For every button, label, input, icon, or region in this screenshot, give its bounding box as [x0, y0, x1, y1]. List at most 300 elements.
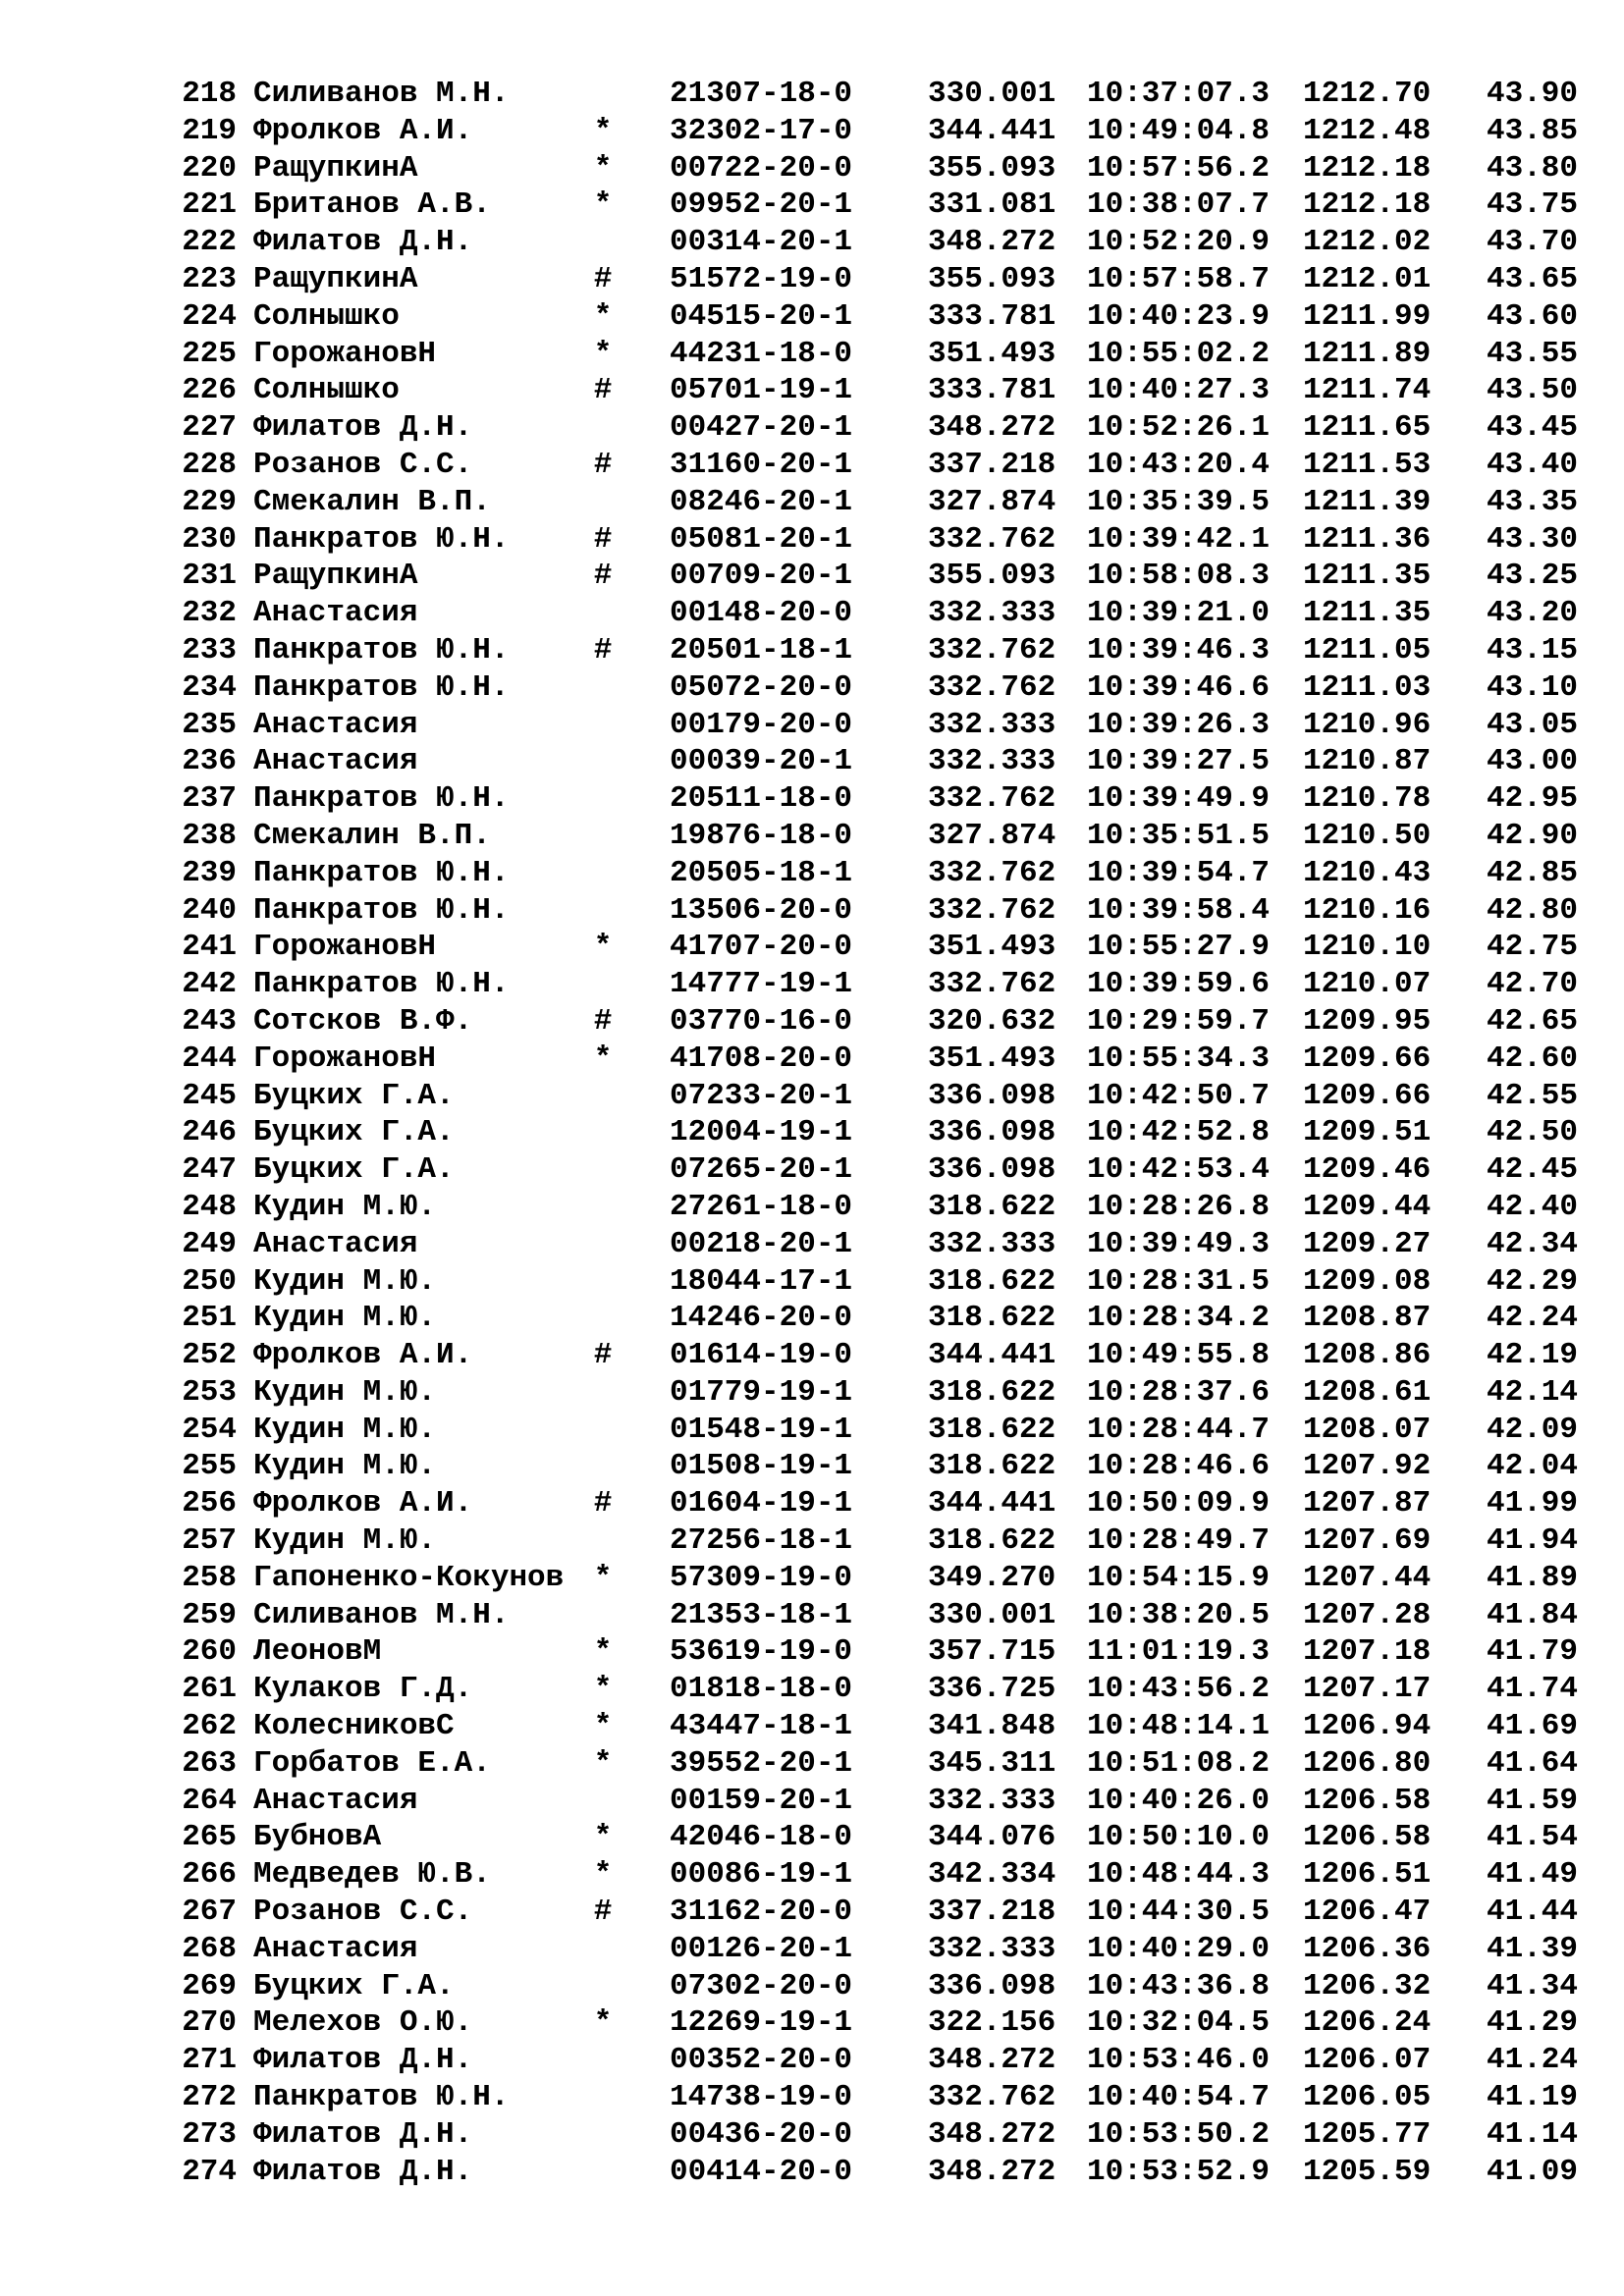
- arrival-time: 10:39:21.0: [1087, 596, 1271, 631]
- fancier-name: Розанов С.С.: [253, 1895, 473, 1930]
- score-value: 41.39: [1487, 1931, 1579, 1966]
- place-number: 262: [182, 1709, 237, 1744]
- place-number: 259: [182, 1597, 237, 1632]
- result-row: [0, 298, 1624, 336]
- speed-value: 1206.47: [1303, 1895, 1432, 1930]
- speed-value: 1207.28: [1303, 1597, 1432, 1632]
- speed-value: 1207.92: [1303, 1449, 1432, 1484]
- fancier-name: Сотсков В.Ф.: [253, 1003, 473, 1039]
- arrival-time: 10:37:07.3: [1087, 77, 1271, 111]
- speed-value: 1206.36: [1303, 1931, 1432, 1966]
- fancier-name: Панкратов Ю.Н.: [253, 967, 510, 1002]
- fancier-name: Кудин М.Ю.: [253, 1301, 437, 1336]
- ring-number: 01614-19-0: [670, 1338, 853, 1373]
- score-value: 41.59: [1487, 1783, 1579, 1818]
- distance-km: 332.762: [928, 521, 1056, 557]
- place-number: 253: [182, 1374, 237, 1410]
- fancier-name: Фролков А.И.: [253, 113, 473, 148]
- fancier-name: Розанов С.С.: [253, 447, 473, 482]
- arrival-time: 10:53:50.2: [1087, 2116, 1271, 2152]
- speed-value: 1212.48: [1303, 113, 1432, 148]
- result-row: [0, 2154, 1624, 2191]
- speed-value: 1207.17: [1303, 1672, 1432, 1707]
- score-value: 43.35: [1487, 484, 1579, 519]
- speed-value: 1211.05: [1303, 632, 1432, 667]
- place-number: 224: [182, 298, 237, 334]
- score-value: 43.15: [1487, 632, 1579, 667]
- ring-number: 00709-20-1: [670, 559, 853, 594]
- speed-value: 1212.18: [1303, 150, 1432, 186]
- distance-km: 318.622: [928, 1412, 1056, 1447]
- result-row: [0, 447, 1624, 484]
- result-row: [0, 1708, 1624, 1745]
- place-number: 221: [182, 187, 237, 223]
- result-row: [0, 818, 1624, 855]
- fancier-name: РащупкинА: [253, 559, 418, 594]
- fancier-name: Солнышко: [253, 373, 400, 408]
- score-value: 42.14: [1487, 1374, 1579, 1410]
- arrival-time: 10:40:27.3: [1087, 373, 1271, 408]
- place-number: 255: [182, 1449, 237, 1484]
- distance-km: 332.333: [928, 744, 1056, 779]
- ring-number: 08246-20-1: [670, 484, 853, 519]
- entry-mark: #: [593, 1003, 613, 1039]
- result-row: [0, 1412, 1624, 1449]
- fancier-name: Буцких Г.А.: [253, 1152, 455, 1188]
- result-row: [0, 1968, 1624, 2005]
- score-value: 42.85: [1487, 855, 1579, 890]
- distance-km: 330.001: [928, 77, 1056, 111]
- fancier-name: Кудин М.Ю.: [253, 1374, 437, 1410]
- distance-km: 322.156: [928, 2005, 1056, 2041]
- distance-km: 355.093: [928, 559, 1056, 594]
- score-value: 43.85: [1487, 113, 1579, 148]
- entry-mark: #: [593, 559, 613, 594]
- distance-km: 327.874: [928, 818, 1056, 853]
- arrival-time: 10:39:58.4: [1087, 892, 1271, 928]
- score-value: 42.95: [1487, 781, 1579, 817]
- arrival-time: 10:39:46.6: [1087, 669, 1271, 705]
- ring-number: 00218-20-1: [670, 1226, 853, 1261]
- score-value: 41.49: [1487, 1857, 1579, 1893]
- result-row: [0, 484, 1624, 521]
- ring-number: 20511-18-0: [670, 781, 853, 817]
- result-row: [0, 632, 1624, 669]
- ring-number: 07233-20-1: [670, 1078, 853, 1113]
- ring-number: 00086-19-1: [670, 1857, 853, 1893]
- results-table: [0, 76, 1624, 2190]
- score-value: 42.40: [1487, 1189, 1579, 1224]
- place-number: 249: [182, 1226, 237, 1261]
- arrival-time: 10:39:49.9: [1087, 781, 1271, 817]
- fancier-name: Силиванов М.Н.: [253, 77, 510, 111]
- place-number: 260: [182, 1634, 237, 1670]
- score-value: 42.75: [1487, 930, 1579, 965]
- ring-number: 14246-20-0: [670, 1301, 853, 1336]
- entry-mark: *: [593, 298, 613, 334]
- speed-value: 1211.99: [1303, 298, 1432, 334]
- entry-mark: *: [593, 1745, 613, 1781]
- distance-km: 357.715: [928, 1634, 1056, 1670]
- result-row: [0, 1597, 1624, 1634]
- speed-value: 1208.07: [1303, 1412, 1432, 1447]
- speed-value: 1210.87: [1303, 744, 1432, 779]
- fancier-name: Панкратов Ю.Н.: [253, 521, 510, 557]
- distance-km: 332.762: [928, 2080, 1056, 2115]
- fancier-name: ЛеоновМ: [253, 1634, 382, 1670]
- speed-value: 1212.02: [1303, 225, 1432, 260]
- place-number: 270: [182, 2005, 237, 2041]
- speed-value: 1211.39: [1303, 484, 1432, 519]
- result-row: [0, 1783, 1624, 1820]
- ring-number: 00314-20-1: [670, 225, 853, 260]
- speed-value: 1211.65: [1303, 410, 1432, 446]
- place-number: 232: [182, 596, 237, 631]
- fancier-name: РащупкинА: [253, 150, 418, 186]
- ring-number: 41707-20-0: [670, 930, 853, 965]
- result-row: [0, 1300, 1624, 1337]
- fancier-name: Силиванов М.Н.: [253, 1597, 510, 1632]
- distance-km: 332.762: [928, 781, 1056, 817]
- speed-value: 1205.77: [1303, 2116, 1432, 2152]
- fancier-name: Кудин М.Ю.: [253, 1263, 437, 1299]
- entry-mark: #: [593, 261, 613, 296]
- distance-km: 332.762: [928, 967, 1056, 1002]
- score-value: 42.04: [1487, 1449, 1579, 1484]
- speed-value: 1210.10: [1303, 930, 1432, 965]
- score-value: 43.50: [1487, 373, 1579, 408]
- ring-number: 00436-20-0: [670, 2116, 853, 2152]
- ring-number: 04515-20-1: [670, 298, 853, 334]
- ring-number: 32302-17-0: [670, 113, 853, 148]
- score-value: 43.25: [1487, 559, 1579, 594]
- distance-km: 344.441: [928, 1486, 1056, 1522]
- speed-value: 1211.36: [1303, 521, 1432, 557]
- distance-km: 336.098: [928, 1968, 1056, 2003]
- score-value: 41.74: [1487, 1672, 1579, 1707]
- place-number: 274: [182, 2154, 237, 2189]
- distance-km: 348.272: [928, 2116, 1056, 2152]
- score-value: 41.44: [1487, 1895, 1579, 1930]
- result-row: [0, 1263, 1624, 1301]
- result-row: [0, 1522, 1624, 1560]
- distance-km: 336.098: [928, 1152, 1056, 1188]
- arrival-time: 10:58:08.3: [1087, 559, 1271, 594]
- fancier-name: Анастасия: [253, 744, 418, 779]
- fancier-name: Панкратов Ю.Н.: [253, 669, 510, 705]
- place-number: 231: [182, 559, 237, 594]
- speed-value: 1211.53: [1303, 447, 1432, 482]
- fancier-name: Анастасия: [253, 1931, 418, 1966]
- ring-number: 21353-18-1: [670, 1597, 853, 1632]
- score-value: 41.34: [1487, 1968, 1579, 2003]
- score-value: 43.05: [1487, 707, 1579, 742]
- score-value: 42.09: [1487, 1412, 1579, 1447]
- result-row: [0, 1337, 1624, 1374]
- speed-value: 1206.80: [1303, 1745, 1432, 1781]
- place-number: 241: [182, 930, 237, 965]
- distance-km: 332.333: [928, 1931, 1056, 1966]
- result-row: [0, 261, 1624, 298]
- arrival-time: 10:48:44.3: [1087, 1857, 1271, 1893]
- fancier-name: Британов А.В.: [253, 187, 491, 223]
- ring-number: 27256-18-1: [670, 1523, 853, 1559]
- result-row: [0, 1931, 1624, 1968]
- fancier-name: Фролков А.И.: [253, 1486, 473, 1522]
- fancier-name: РащупкинА: [253, 261, 418, 296]
- fancier-name: Кудин М.Ю.: [253, 1189, 437, 1224]
- place-number: 226: [182, 373, 237, 408]
- distance-km: 348.272: [928, 410, 1056, 446]
- score-value: 41.79: [1487, 1634, 1579, 1670]
- ring-number: 05072-20-0: [670, 669, 853, 705]
- ring-number: 13506-20-0: [670, 892, 853, 928]
- speed-value: 1209.66: [1303, 1041, 1432, 1076]
- ring-number: 00427-20-1: [670, 410, 853, 446]
- distance-km: 330.001: [928, 1597, 1056, 1632]
- score-value: 42.29: [1487, 1263, 1579, 1299]
- arrival-time: 10:43:36.8: [1087, 1968, 1271, 2003]
- ring-number: 07302-20-0: [670, 1968, 853, 2003]
- result-row: [0, 1374, 1624, 1412]
- arrival-time: 10:55:02.2: [1087, 336, 1271, 371]
- result-row: [0, 1633, 1624, 1671]
- distance-km: 344.441: [928, 1338, 1056, 1373]
- speed-value: 1207.18: [1303, 1634, 1432, 1670]
- ring-number: 14777-19-1: [670, 967, 853, 1002]
- place-number: 228: [182, 447, 237, 482]
- arrival-time: 10:39:59.6: [1087, 967, 1271, 1002]
- score-value: 43.80: [1487, 150, 1579, 186]
- ring-number: 00722-20-0: [670, 150, 853, 186]
- arrival-time: 10:50:09.9: [1087, 1486, 1271, 1522]
- ring-number: 00352-20-0: [670, 2043, 853, 2078]
- fancier-name: Панкратов Ю.Н.: [253, 892, 510, 928]
- result-row: [0, 372, 1624, 409]
- arrival-time: 10:32:04.5: [1087, 2005, 1271, 2041]
- ring-number: 12269-19-1: [670, 2005, 853, 2041]
- result-row: [0, 1485, 1624, 1522]
- result-row: [0, 892, 1624, 930]
- distance-km: 318.622: [928, 1374, 1056, 1410]
- result-row: [0, 780, 1624, 818]
- distance-km: 332.333: [928, 596, 1056, 631]
- speed-value: 1206.58: [1303, 1820, 1432, 1855]
- score-value: 41.54: [1487, 1820, 1579, 1855]
- speed-value: 1211.35: [1303, 596, 1432, 631]
- distance-km: 332.762: [928, 892, 1056, 928]
- result-row: [0, 1003, 1624, 1041]
- distance-km: 318.622: [928, 1189, 1056, 1224]
- score-value: 42.34: [1487, 1226, 1579, 1261]
- arrival-time: 10:39:46.3: [1087, 632, 1271, 667]
- fancier-name: Кулаков Г.Д.: [253, 1672, 473, 1707]
- fancier-name: Буцких Г.А.: [253, 1115, 455, 1150]
- distance-km: 332.333: [928, 707, 1056, 742]
- place-number: 265: [182, 1820, 237, 1855]
- arrival-time: 10:55:27.9: [1087, 930, 1271, 965]
- place-number: 225: [182, 336, 237, 371]
- result-row: [0, 521, 1624, 559]
- arrival-time: 10:40:23.9: [1087, 298, 1271, 334]
- speed-value: 1206.05: [1303, 2080, 1432, 2115]
- arrival-time: 10:28:49.7: [1087, 1523, 1271, 1559]
- score-value: 43.60: [1487, 298, 1579, 334]
- result-row: [0, 855, 1624, 892]
- place-number: 223: [182, 261, 237, 296]
- ring-number: 00159-20-1: [670, 1783, 853, 1818]
- result-row: [0, 187, 1624, 224]
- speed-value: 1209.46: [1303, 1152, 1432, 1188]
- result-row: [0, 409, 1624, 447]
- fancier-name: КолесниковС: [253, 1709, 455, 1744]
- fancier-name: Анастасия: [253, 596, 418, 631]
- speed-value: 1212.01: [1303, 261, 1432, 296]
- ring-number: 00039-20-1: [670, 744, 853, 779]
- fancier-name: Панкратов Ю.Н.: [253, 632, 510, 667]
- distance-km: 337.218: [928, 1895, 1056, 1930]
- ring-number: 27261-18-0: [670, 1189, 853, 1224]
- place-number: 268: [182, 1931, 237, 1966]
- arrival-time: 10:39:42.1: [1087, 521, 1271, 557]
- score-value: 43.20: [1487, 596, 1579, 631]
- distance-km: 332.762: [928, 669, 1056, 705]
- result-row: [0, 1151, 1624, 1189]
- arrival-time: 10:39:27.5: [1087, 744, 1271, 779]
- result-row: [0, 1041, 1624, 1078]
- speed-value: 1208.61: [1303, 1374, 1432, 1410]
- place-number: 220: [182, 150, 237, 186]
- place-number: 238: [182, 818, 237, 853]
- fancier-name: Буцких Г.А.: [253, 1968, 455, 2003]
- result-row: [0, 2116, 1624, 2154]
- score-value: 43.90: [1487, 77, 1579, 111]
- score-value: 41.09: [1487, 2154, 1579, 2189]
- arrival-time: 10:28:26.8: [1087, 1189, 1271, 1224]
- entry-mark: *: [593, 150, 613, 186]
- distance-km: 355.093: [928, 261, 1056, 296]
- place-number: 248: [182, 1189, 237, 1224]
- distance-km: 318.622: [928, 1301, 1056, 1336]
- result-row: [0, 76, 1624, 113]
- score-value: 41.89: [1487, 1560, 1579, 1595]
- arrival-time: 10:52:26.1: [1087, 410, 1271, 446]
- ring-number: 19876-18-0: [670, 818, 853, 853]
- fancier-name: Кудин М.Ю.: [253, 1412, 437, 1447]
- fancier-name: Кудин М.Ю.: [253, 1523, 437, 1559]
- arrival-time: 10:40:54.7: [1087, 2080, 1271, 2115]
- place-number: 236: [182, 744, 237, 779]
- score-value: 43.30: [1487, 521, 1579, 557]
- result-row: [0, 1078, 1624, 1115]
- place-number: 247: [182, 1152, 237, 1188]
- ring-number: 05701-19-1: [670, 373, 853, 408]
- fancier-name: Гапоненко-Кокунов: [253, 1560, 565, 1595]
- ring-number: 00126-20-1: [670, 1931, 853, 1966]
- arrival-time: 10:53:52.9: [1087, 2154, 1271, 2189]
- distance-km: 320.632: [928, 1003, 1056, 1039]
- ring-number: 01818-18-0: [670, 1672, 853, 1707]
- score-value: 41.69: [1487, 1709, 1579, 1744]
- arrival-time: 10:28:46.6: [1087, 1449, 1271, 1484]
- arrival-time: 10:28:31.5: [1087, 1263, 1271, 1299]
- arrival-time: 10:28:44.7: [1087, 1412, 1271, 1447]
- speed-value: 1209.66: [1303, 1078, 1432, 1113]
- entry-mark: *: [593, 113, 613, 148]
- place-number: 246: [182, 1115, 237, 1150]
- ring-number: 12004-19-1: [670, 1115, 853, 1150]
- score-value: 42.70: [1487, 967, 1579, 1002]
- ring-number: 00179-20-0: [670, 707, 853, 742]
- arrival-time: 10:35:39.5: [1087, 484, 1271, 519]
- arrival-time: 10:38:07.7: [1087, 187, 1271, 223]
- score-value: 41.99: [1487, 1486, 1579, 1522]
- distance-km: 332.762: [928, 855, 1056, 890]
- distance-km: 331.081: [928, 187, 1056, 223]
- speed-value: 1209.95: [1303, 1003, 1432, 1039]
- speed-value: 1206.32: [1303, 1968, 1432, 2003]
- arrival-time: 10:57:58.7: [1087, 261, 1271, 296]
- distance-km: 318.622: [928, 1523, 1056, 1559]
- fancier-name: Анастасия: [253, 1226, 418, 1261]
- distance-km: 349.270: [928, 1560, 1056, 1595]
- result-row: [0, 707, 1624, 744]
- distance-km: 344.441: [928, 113, 1056, 148]
- arrival-time: 11:01:19.3: [1087, 1634, 1271, 1670]
- speed-value: 1211.89: [1303, 336, 1432, 371]
- fancier-name: Анастасия: [253, 1783, 418, 1818]
- speed-value: 1209.44: [1303, 1189, 1432, 1224]
- result-row: [0, 2042, 1624, 2079]
- fancier-name: Горбатов Е.А.: [253, 1745, 491, 1781]
- speed-value: 1210.16: [1303, 892, 1432, 928]
- distance-km: 337.218: [928, 447, 1056, 482]
- arrival-time: 10:43:56.2: [1087, 1672, 1271, 1707]
- arrival-time: 10:39:49.3: [1087, 1226, 1271, 1261]
- place-number: 235: [182, 707, 237, 742]
- arrival-time: 10:35:51.5: [1087, 818, 1271, 853]
- score-value: 42.45: [1487, 1152, 1579, 1188]
- score-value: 43.10: [1487, 669, 1579, 705]
- fancier-name: Анастасия: [253, 707, 418, 742]
- result-row: [0, 113, 1624, 150]
- arrival-time: 10:42:53.4: [1087, 1152, 1271, 1188]
- arrival-time: 10:40:26.0: [1087, 1783, 1271, 1818]
- arrival-time: 10:52:20.9: [1087, 225, 1271, 260]
- speed-value: 1211.74: [1303, 373, 1432, 408]
- ring-number: 31160-20-1: [670, 447, 853, 482]
- entry-mark: *: [593, 1560, 613, 1595]
- result-row: [0, 2079, 1624, 2116]
- entry-mark: *: [593, 1672, 613, 1707]
- entry-mark: #: [593, 447, 613, 482]
- score-value: 43.40: [1487, 447, 1579, 482]
- distance-km: 341.848: [928, 1709, 1056, 1744]
- speed-value: 1206.07: [1303, 2043, 1432, 2078]
- score-value: 42.19: [1487, 1338, 1579, 1373]
- distance-km: 332.762: [928, 632, 1056, 667]
- place-number: 273: [182, 2116, 237, 2152]
- result-row: [0, 336, 1624, 373]
- arrival-time: 10:29:59.7: [1087, 1003, 1271, 1039]
- fancier-name: ГорожановН: [253, 930, 437, 965]
- result-row: [0, 1856, 1624, 1894]
- fancier-name: Филатов Д.Н.: [253, 225, 473, 260]
- entry-mark: #: [593, 1486, 613, 1522]
- result-row: [0, 1819, 1624, 1856]
- place-number: 222: [182, 225, 237, 260]
- distance-km: 327.874: [928, 484, 1056, 519]
